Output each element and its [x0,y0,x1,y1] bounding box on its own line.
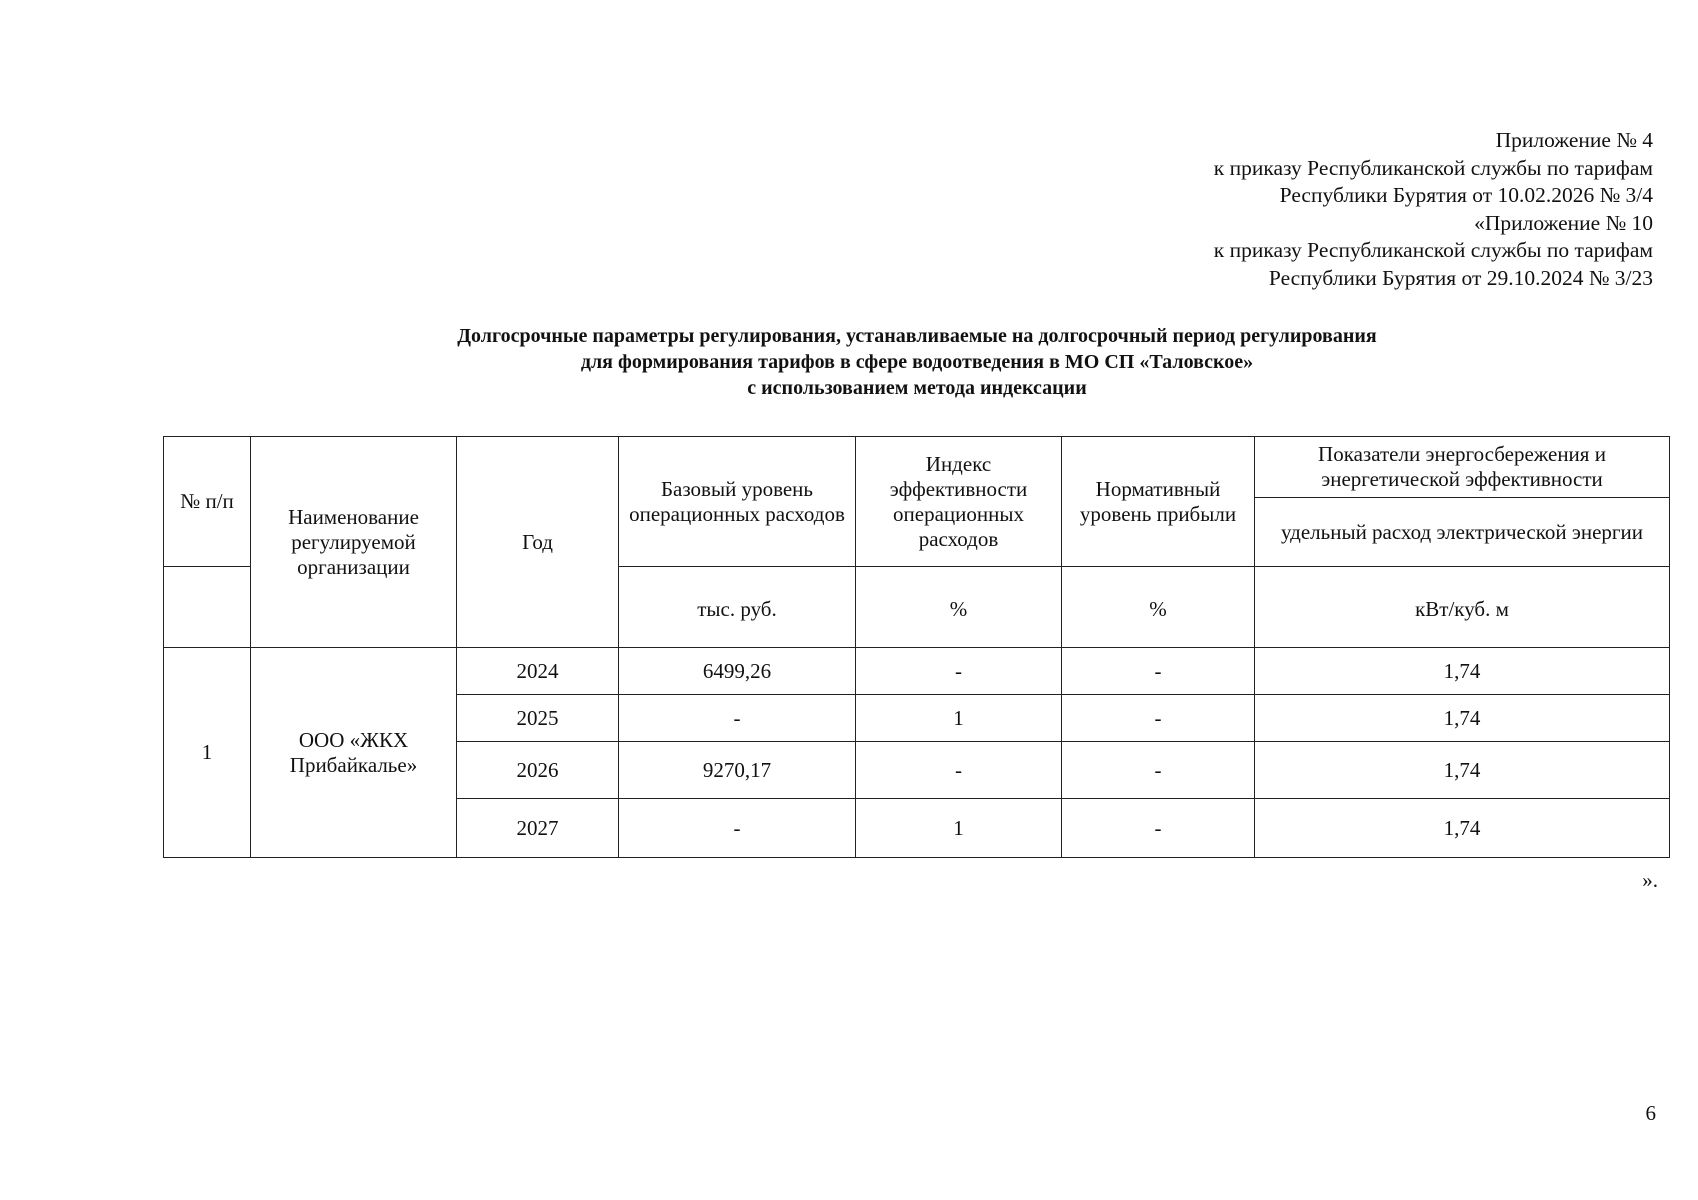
appendix-line: Республики Бурятия от 29.10.2024 № 3/23 [1268,265,1653,290]
cell-year: 2027 [457,799,619,858]
cell-energy-specific: 1,74 [1255,799,1670,858]
appendix-line: «Приложение № 10 [1474,210,1653,235]
header-org: Наименование регулируемой организации [251,437,457,648]
org-number: 1 [164,648,251,858]
cell-profit-level: - [1062,695,1255,742]
closing-quote-mark: ». [1642,868,1658,892]
cell-energy-specific: 1,74 [1255,742,1670,799]
appendix-line: к приказу Республиканской службы по тарифам [1213,155,1653,180]
title-line: с использованием метода индексации [747,377,1087,399]
cell-base-level: 9270,17 [619,742,856,799]
cell-energy-specific: 1,74 [1255,695,1670,742]
org-name: ООО «ЖКХ Прибайкалье» [251,648,457,858]
cell-base-level: - [619,799,856,858]
header-base-level: Базовый уровень операционных расходов [619,437,856,567]
units-num-empty [164,567,251,648]
cell-profit-level: - [1062,648,1255,695]
appendix-line: к приказу Республиканской службы по тарифам [1213,238,1653,262]
appendix-block [1214,127,1653,292]
unit-profit-level: % [1062,567,1255,648]
cell-year: 2024 [457,648,619,695]
regulation-parameters-table [163,436,1670,858]
cell-year: 2026 [457,742,619,799]
cell-efficiency-index: 1 [856,799,1062,858]
unit-energy-specific: кВт/куб. м [1255,567,1670,648]
cell-profit-level: - [1062,799,1255,858]
document-title [150,323,1684,401]
cell-efficiency-index: - [856,648,1062,695]
unit-base-level: тыс. руб. [619,567,856,648]
cell-profit-level: - [1062,742,1255,799]
appendix-line: Республики Бурятия от 10.02.2026 № 3/4 [1279,183,1653,207]
appendix-line: Приложение № 4 [1495,128,1653,152]
title-line: для формирования тарифов в сфере водоотведения в МО СП «Таловское» [580,351,1254,373]
header-num: № п/п [164,437,251,567]
header-row [164,437,1670,498]
cell-efficiency-index: - [856,742,1062,799]
title-line: Долгосрочные параметры регулирования, устанавливаемые на долгосрочный период регулирования [457,325,1377,347]
table-row [164,648,1670,695]
cell-energy-specific: 1,74 [1255,648,1670,695]
cell-year: 2025 [457,695,619,742]
header-energy-specific: удельный расход электрической энергии [1255,498,1670,567]
header-efficiency-index: Индекс эффективности операционных расходов [856,437,1062,567]
page-number: 6 [1645,1101,1656,1125]
cell-efficiency-index: 1 [856,695,1062,742]
cell-base-level: - [619,695,856,742]
cell-base-level: 6499,26 [619,648,856,695]
unit-efficiency-index: % [856,567,1062,648]
header-profit-level: Нормативный уровень прибыли [1062,437,1255,567]
header-year: Год [457,437,619,648]
header-energy-group: Показатели энергосбережения и энергетической эффективности [1255,437,1670,498]
